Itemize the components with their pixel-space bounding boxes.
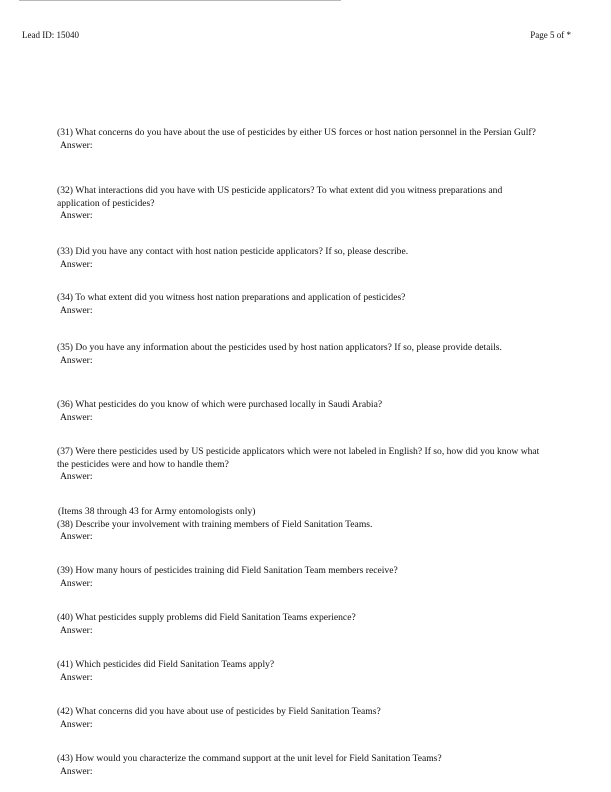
- question-text: (41) Which pesticides did Field Sanitation Teams apply?: [57, 659, 275, 670]
- answer-label: Answer:: [60, 210, 93, 221]
- question-40: [57, 612, 547, 637]
- question-39: [57, 565, 547, 590]
- question-37: [57, 446, 547, 484]
- question-31: [57, 127, 547, 152]
- answer-label: Answer:: [60, 354, 93, 366]
- answer-label: Answer:: [60, 411, 93, 423]
- question-text: (42) What concerns did you have about use of pesticides by Field Sanitation Teams?: [57, 706, 381, 717]
- question-text: (31) What concerns do you have about the use of pesticides by either US forces or host nation personnel in the Persian Gulf?: [57, 127, 536, 138]
- question-text: (32) What interactions did you have with US pesticide applicators? To what extent did you witness preparations and application of pesticides?: [57, 185, 503, 209]
- question-35: [57, 342, 547, 367]
- question-38: [57, 506, 547, 544]
- question-34: [57, 292, 547, 317]
- answer-label: Answer:: [60, 304, 93, 316]
- question-text: (36) What pesticides do you know of which were purchased locally in Saudi Arabia?: [57, 399, 383, 410]
- answer-label: Answer:: [60, 531, 93, 542]
- answer-label: Answer:: [60, 577, 93, 589]
- answer-label: Answer:: [60, 258, 93, 270]
- question-text: (40) What pesticides supply problems did Field Sanitation Teams experience?: [57, 612, 356, 623]
- question-text: (35) Do you have any information about the pesticides used by host nation applicators? If so, please provide details.: [57, 342, 502, 353]
- question-text: (34) To what extent did you witness host nation preparations and application of pesticides?: [57, 292, 406, 303]
- answer-label: Answer:: [60, 671, 93, 683]
- answer-label: Answer:: [60, 624, 93, 636]
- answer-label: Answer:: [60, 718, 93, 730]
- question-33: [57, 246, 547, 271]
- page-number: Page 5 of *: [530, 30, 571, 40]
- question-42: [57, 706, 547, 731]
- top-rule: [19, 0, 341, 1]
- lead-id: Lead ID: 15040: [22, 30, 79, 40]
- question-36: [57, 399, 547, 424]
- question-text: (37) Were there pesticides used by US pesticide applicators which were not labeled in English? If so, how did you know what the pesticides were and how to handle them?: [57, 446, 540, 470]
- answer-label: Answer:: [60, 765, 93, 777]
- question-text: (43) How would you characterize the command support at the unit level for Field Sanitation Teams?: [57, 753, 442, 764]
- question-text: (39) How many hours of pesticides training did Field Sanitation Team members receive?: [57, 565, 398, 576]
- question-41: [57, 659, 547, 684]
- answer-label: Answer:: [60, 139, 93, 151]
- question-text: (33) Did you have any contact with host nation pesticide applicators? If so, please describe.: [57, 246, 409, 257]
- answer-label: Answer:: [60, 471, 93, 482]
- question-32: [57, 185, 547, 223]
- section-note: (Items 38 through 43 for Army entomologists only): [58, 506, 256, 517]
- question-text: (38) Describe your involvement with training members of Field Sanitation Teams.: [57, 518, 373, 530]
- question-43: [57, 753, 547, 778]
